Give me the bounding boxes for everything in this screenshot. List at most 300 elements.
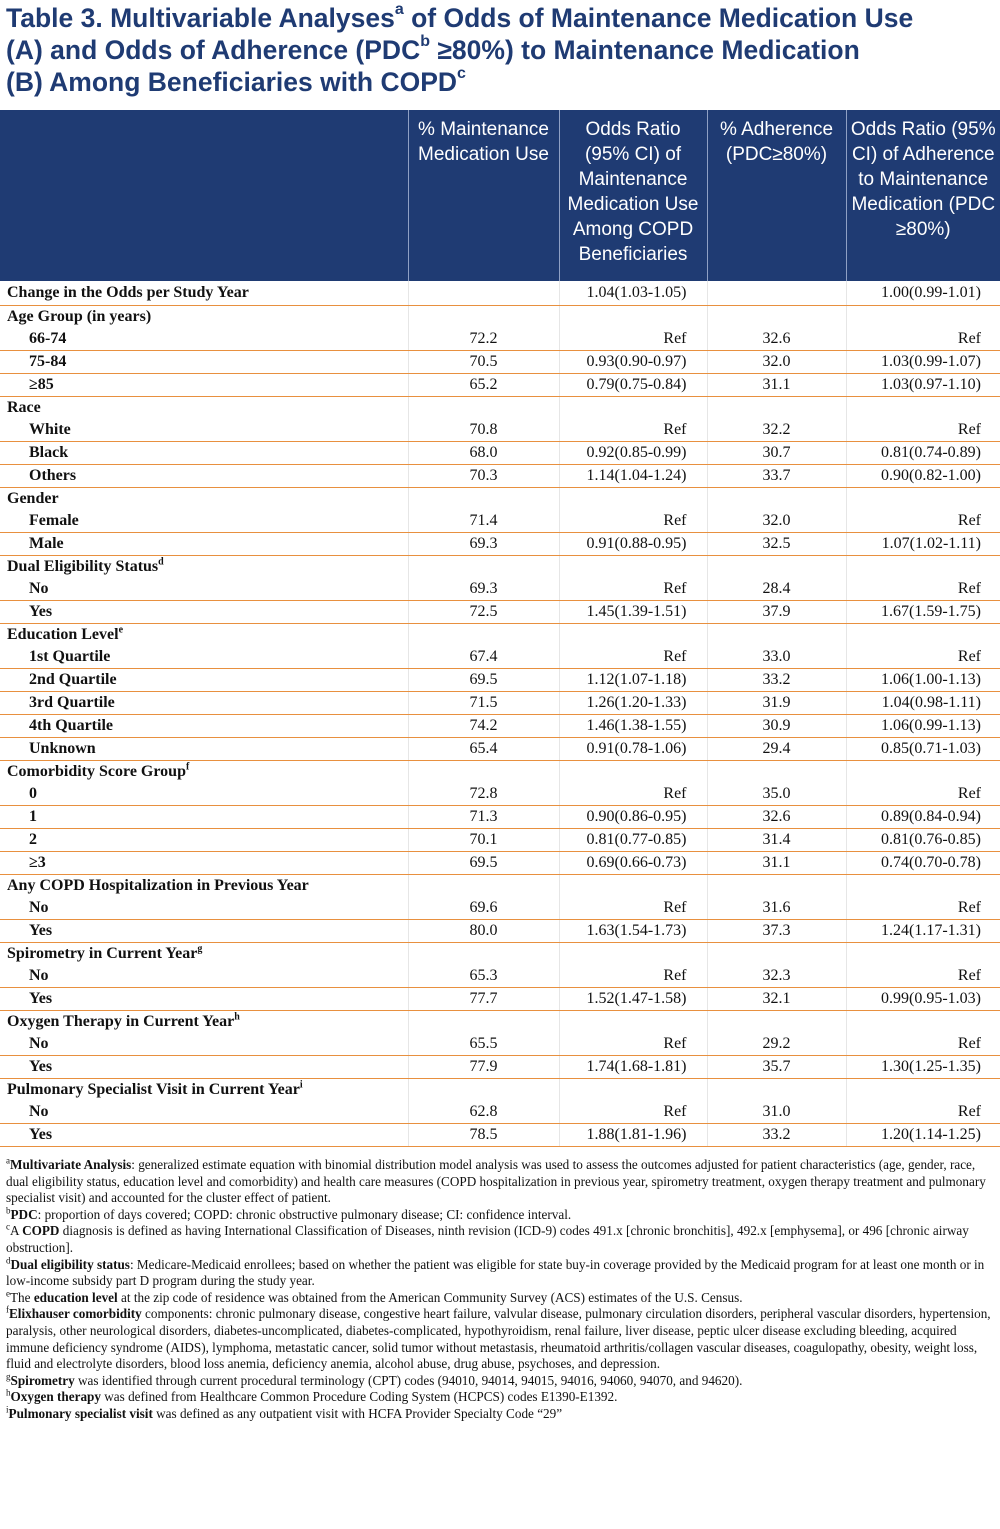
maintenance-use-cell [408,397,559,420]
footnote-term: Pulmonary specialist visit [8,1405,153,1421]
row-label-text: No [29,1103,49,1120]
maintenance-use-cell: 62.8 [408,1101,559,1124]
maintenance-use-cell: 68.0 [408,442,559,465]
adherence-cell [707,761,846,784]
row-label-text: Spirometry in Current Year [7,945,198,962]
odds-ratio-adherence-cell [846,397,1000,420]
row-label [0,829,408,852]
footnote-term: Spirometry [10,1372,75,1388]
footnote-marker: b [6,1205,11,1216]
footnote-term: Multivariate Analysis [10,1157,132,1172]
adherence-cell: 35.7 [707,1056,846,1079]
row-label-text: 4th Quartile [29,717,113,734]
footnote-term: COPD [22,1223,60,1239]
footnote-marker: h [234,1011,240,1023]
odds-ratio-adherence-cell: Ref [846,328,1000,351]
maintenance-use-cell: 71.3 [408,806,559,829]
footnote-text: : Medicare-Medicaid enrollees; based on whether the patient was eligible for state buy-in coverage provided by the Medicaid program for at least one month or in low-income subsidy part D program during the study year. [6,1256,985,1289]
adherence-cell: 31.1 [707,374,846,397]
row-label [0,1033,408,1056]
maintenance-use-cell: 70.3 [408,465,559,488]
adherence-cell: 33.7 [707,465,846,488]
footnote-b [6,1207,996,1224]
footnote-marker: d [158,556,164,568]
row-label-text: No [29,580,49,597]
odds-ratio-use-cell: 0.93(0.90-0.97) [559,351,707,374]
section-row [0,1011,1000,1034]
footnote-text: diagnosis is defined as having International Classification of Diseases, ninth revision (ICD-9) codes 491.x [chronic bronchitis], 492.x [emphysema], or 496 [chronic airway obstruction]. [6,1223,969,1255]
row-label [0,351,408,374]
adherence-cell [707,624,846,647]
footnote-a [6,1157,996,1207]
header-odds-ratio-adherence: Odds Ratio (95% CI) of Adherence to Maintenance Medication (PDC ≥80%) [846,110,1000,281]
maintenance-use-cell [408,306,559,329]
odds-ratio-adherence-cell [846,761,1000,784]
odds-ratio-use-cell: Ref [559,897,707,920]
adherence-cell [707,306,846,329]
footnote-term: Dual eligibility status [10,1256,130,1272]
row-label-text: Comorbidity Score Group [7,763,186,780]
row-label [0,1056,408,1079]
odds-ratio-use-cell: 1.52(1.47-1.58) [559,988,707,1011]
row-label-text: Yes [29,922,53,939]
table-row [0,692,1000,715]
row-label-text: Oxygen Therapy in Current Year [7,1013,235,1030]
maintenance-use-cell: 69.6 [408,897,559,920]
row-label-text: White [29,421,71,438]
row-label [0,783,408,806]
maintenance-use-cell: 80.0 [408,920,559,943]
odds-ratio-use-cell: 0.91(0.88-0.95) [559,533,707,556]
row-label-text: Dual Eligibility Status [7,558,159,575]
odds-ratio-use-cell [559,624,707,647]
adherence-cell: 29.2 [707,1033,846,1056]
odds-ratio-adherence-cell [846,488,1000,511]
table-row [0,328,1000,351]
odds-ratio-use-cell [559,1011,707,1034]
row-label-text: Unknown [29,740,96,757]
row-label [0,692,408,715]
adherence-cell [707,281,846,306]
odds-ratio-adherence-cell: Ref [846,1033,1000,1056]
odds-ratio-adherence-cell: 0.89(0.84-0.94) [846,806,1000,829]
row-label-text: Yes [29,1126,53,1143]
header-maintenance-use: % Maintenance Medication Use [408,110,559,281]
row-label [0,669,408,692]
odds-ratio-use-cell: 1.26(1.20-1.33) [559,692,707,715]
odds-ratio-use-cell: 1.63(1.54-1.73) [559,920,707,943]
maintenance-use-cell: 70.5 [408,351,559,374]
odds-ratio-use-cell: 0.81(0.77-0.85) [559,829,707,852]
odds-ratio-adherence-cell [846,306,1000,329]
table-row [0,374,1000,397]
row-label-text: 3rd Quartile [29,694,115,711]
maintenance-use-cell [408,624,559,647]
header-odds-ratio-use: Odds Ratio (95% CI) of Maintenance Medication Use Among COPD Beneficiaries [559,110,707,281]
odds-ratio-adherence-cell: Ref [846,419,1000,442]
table-row [0,578,1000,601]
maintenance-use-cell: 70.1 [408,829,559,852]
section-row [0,306,1000,329]
row-label [0,374,408,397]
adherence-cell [707,1079,846,1102]
adherence-cell: 29.4 [707,738,846,761]
row-label [0,875,408,898]
row-label [0,897,408,920]
odds-ratio-use-cell [559,1079,707,1102]
row-label [0,738,408,761]
adherence-cell [707,875,846,898]
row-label [0,1124,408,1147]
odds-ratio-use-cell: Ref [559,965,707,988]
section-row [0,1079,1000,1102]
table-row [0,465,1000,488]
header-label-column [0,110,408,281]
table-row [0,510,1000,533]
maintenance-use-cell: 70.8 [408,419,559,442]
maintenance-use-cell [408,488,559,511]
maintenance-use-cell: 78.5 [408,1124,559,1147]
footnote-marker: f [185,761,190,773]
row-label-text: 2nd Quartile [29,671,117,688]
adherence-cell [707,943,846,966]
row-label [0,646,408,669]
footnote-marker: e [118,624,124,636]
adherence-cell: 32.2 [707,419,846,442]
row-label-text: Pulmonary Specialist Visit in Current Year [7,1081,300,1098]
row-label [0,624,408,647]
odds-ratio-adherence-cell [846,875,1000,898]
footnote-text: at the zip code of residence was obtained from the American Community Survey (ACS) estimates of the U.S. Census. [117,1289,743,1305]
table-row [0,965,1000,988]
odds-ratio-use-cell: 0.79(0.75-0.84) [559,374,707,397]
row-label-text: Age Group (in years) [7,308,152,325]
odds-ratio-adherence-cell: Ref [846,578,1000,601]
odds-ratio-adherence-cell: 0.81(0.76-0.85) [846,829,1000,852]
maintenance-use-cell: 77.9 [408,1056,559,1079]
table-row [0,669,1000,692]
row-label-text: ≥3 [29,854,46,871]
odds-ratio-use-cell: 1.45(1.39-1.51) [559,601,707,624]
title-text: (A) and Odds of Adherence (PDC [6,35,421,65]
odds-ratio-use-cell [559,397,707,420]
maintenance-use-cell [408,875,559,898]
footnote-f [6,1306,996,1372]
adherence-cell: 31.4 [707,829,846,852]
odds-ratio-use-cell: 1.74(1.68-1.81) [559,1056,707,1079]
row-label [0,419,408,442]
table-header [0,110,1000,281]
odds-ratio-use-cell [559,943,707,966]
maintenance-use-cell: 65.2 [408,374,559,397]
row-label [0,328,408,351]
row-label-text: 1 [29,808,37,825]
odds-ratio-adherence-cell: 1.06(1.00-1.13) [846,669,1000,692]
footnote-term: Elixhauser comorbidity [9,1306,142,1322]
adherence-cell: 32.6 [707,806,846,829]
table-row [0,783,1000,806]
row-label-text: No [29,967,49,984]
section-row [0,875,1000,898]
odds-ratio-use-cell [559,488,707,511]
odds-ratio-adherence-cell [846,624,1000,647]
maintenance-use-cell: 69.5 [408,669,559,692]
table-row [0,442,1000,465]
table-row [0,715,1000,738]
table-row [0,1056,1000,1079]
row-label [0,556,408,579]
odds-ratio-use-cell: 1.88(1.81-1.96) [559,1124,707,1147]
odds-ratio-adherence-cell: 0.74(0.70-0.78) [846,852,1000,875]
adherence-cell: 37.9 [707,601,846,624]
row-label-text: ≥85 [29,376,54,393]
footnote-i [6,1406,996,1423]
adherence-cell: 32.0 [707,351,846,374]
table-row [0,419,1000,442]
row-label-text: Yes [29,990,53,1007]
footnote-marker: a [6,1155,10,1166]
odds-ratio-adherence-cell [846,556,1000,579]
row-label-text: 1st Quartile [29,648,111,665]
odds-ratio-use-cell: 1.46(1.38-1.55) [559,715,707,738]
title-superscript: c [457,65,466,83]
row-label-text: Gender [7,490,59,507]
adherence-cell: 31.1 [707,852,846,875]
adherence-cell [707,1011,846,1034]
title-text: of Odds of Maintenance Medication Use [403,3,914,33]
footnote-d [6,1257,996,1290]
footnote-text: was defined as any outpatient visit with HCFA Provider Specialty Code “29” [152,1405,563,1421]
odds-ratio-adherence-cell: 1.07(1.02-1.11) [846,533,1000,556]
maintenance-use-cell: 65.4 [408,738,559,761]
table-row [0,1124,1000,1147]
adherence-cell [707,556,846,579]
maintenance-use-cell: 65.3 [408,965,559,988]
footnote-text: components: chronic pulmonary disease, congestive heart failure, valvular disease, pulmonary circulation disorders, peripheral vascular disorders, hypertension, paralysis, other neurological disorders, diabetes-uncomplicated, diabetes-complicated, hypothyroidism, renal failure, liver disease, peptic ulcer disease excluding bleeding, acquired immune deficiency syndrome (AIDS), lymphoma, metastatic cancer, solid tumor without metastasis, rheumatoid arthritis/collagen vascular diseases, coagulopathy, obesity, weight loss, fluid and electrolyte disorders, blood loss anemia, deficiency anemia, alcohol abuse, drug abuse, psychoses, and depression. [6,1306,991,1372]
maintenance-use-cell [408,281,559,306]
row-label [0,761,408,784]
footnotes [6,1157,996,1423]
footnote-g [6,1373,996,1390]
row-label [0,397,408,420]
footnote-marker: g [6,1371,11,1382]
row-label-text: Female [29,512,79,529]
table-row [0,351,1000,374]
row-label-text: Any COPD Hospitalization in Previous Year [7,877,309,894]
section-row [0,488,1000,511]
adherence-cell: 37.3 [707,920,846,943]
maintenance-use-cell: 69.5 [408,852,559,875]
odds-ratio-adherence-cell: 1.03(0.97-1.10) [846,374,1000,397]
footnote-term: education level [33,1289,118,1305]
section-row [0,761,1000,784]
footnote-term: Oxygen therapy [10,1389,101,1405]
maintenance-use-cell: 72.8 [408,783,559,806]
odds-ratio-use-cell: Ref [559,510,707,533]
odds-ratio-use-cell: 0.92(0.85-0.99) [559,442,707,465]
odds-ratio-adherence-cell: Ref [846,897,1000,920]
row-label [0,806,408,829]
maintenance-use-cell: 72.2 [408,328,559,351]
section-row [0,624,1000,647]
row-label [0,488,408,511]
row-label [0,533,408,556]
odds-ratio-adherence-cell: 0.85(0.71-1.03) [846,738,1000,761]
table-row [0,852,1000,875]
table-row [0,920,1000,943]
footnote-marker: e [6,1288,10,1299]
table-row [0,897,1000,920]
row-label-text: 0 [29,785,37,802]
odds-ratio-use-cell: 1.12(1.07-1.18) [559,669,707,692]
title-text: (B) Among Beneficiaries with COPD [6,67,458,97]
row-label [0,578,408,601]
row-label-text: Black [29,444,69,461]
odds-ratio-adherence-cell: 1.67(1.59-1.75) [846,601,1000,624]
odds-ratio-use-cell: Ref [559,419,707,442]
maintenance-use-cell [408,943,559,966]
adherence-cell: 32.3 [707,965,846,988]
footnote-prefix: The [10,1289,34,1305]
row-label [0,442,408,465]
adherence-cell: 28.4 [707,578,846,601]
maintenance-use-cell: 71.5 [408,692,559,715]
row-label-text: Yes [29,1058,53,1075]
adherence-cell: 30.9 [707,715,846,738]
maintenance-use-cell [408,761,559,784]
row-label [0,943,408,966]
odds-ratio-adherence-cell: 1.24(1.17-1.31) [846,920,1000,943]
odds-ratio-use-cell: 0.91(0.78-1.06) [559,738,707,761]
table-row [0,601,1000,624]
adherence-cell: 33.2 [707,669,846,692]
adherence-cell: 31.6 [707,897,846,920]
footnote-h [6,1389,996,1406]
maintenance-use-cell: 72.5 [408,601,559,624]
odds-ratio-use-cell: Ref [559,1101,707,1124]
odds-ratio-adherence-cell: 1.20(1.14-1.25) [846,1124,1000,1147]
footnote-marker: i [299,1079,303,1091]
footnote-prefix: A [10,1223,23,1239]
title-superscript: a [394,1,404,19]
adherence-cell: 31.0 [707,1101,846,1124]
maintenance-use-cell: 74.2 [408,715,559,738]
odds-ratio-use-cell: Ref [559,328,707,351]
footnote-marker: h [6,1387,11,1398]
row-label [0,852,408,875]
row-label [0,510,408,533]
adherence-cell: 33.2 [707,1124,846,1147]
table-row [0,988,1000,1011]
odds-ratio-adherence-cell: 1.03(0.99-1.07) [846,351,1000,374]
row-label [0,715,408,738]
footnote-marker: f [6,1304,9,1315]
footnote-marker: c [6,1221,10,1232]
adherence-cell: 32.5 [707,533,846,556]
row-label-text: No [29,899,49,916]
row-label-text: 75-84 [29,353,67,370]
odds-ratio-adherence-cell: Ref [846,1101,1000,1124]
maintenance-use-cell: 67.4 [408,646,559,669]
results-table [0,110,1000,1147]
row-label [0,965,408,988]
odds-ratio-adherence-cell [846,1011,1000,1034]
footnote-text: was identified through current procedural terminology (CPT) codes (94010, 94014, 94015, 94016, 94060, 94070, and 94620). [74,1372,743,1388]
odds-ratio-use-cell [559,306,707,329]
maintenance-use-cell [408,556,559,579]
row-label-text: 2 [29,831,37,848]
maintenance-use-cell: 69.3 [408,533,559,556]
odds-ratio-use-cell: Ref [559,578,707,601]
row-label [0,465,408,488]
title-text: ≥80%) to Maintenance Medication [430,35,860,65]
adherence-cell: 35.0 [707,783,846,806]
table-row [0,1033,1000,1056]
table-row [0,1101,1000,1124]
maintenance-use-cell: 77.7 [408,988,559,1011]
adherence-cell: 30.7 [707,442,846,465]
odds-ratio-adherence-cell: Ref [846,510,1000,533]
odds-ratio-adherence-cell: 1.30(1.25-1.35) [846,1056,1000,1079]
footnote-text: : proportion of days covered; COPD: chronic obstructive pulmonary disease; CI: confidence interval. [37,1206,572,1222]
odds-ratio-use-cell: 1.14(1.04-1.24) [559,465,707,488]
odds-ratio-use-cell: Ref [559,1033,707,1056]
maintenance-use-cell: 71.4 [408,510,559,533]
footnote-term: PDC [10,1206,38,1222]
odds-ratio-adherence-cell: 0.90(0.82-1.00) [846,465,1000,488]
row-label [0,988,408,1011]
section-row [0,943,1000,966]
row-label-text: No [29,1035,49,1052]
odds-ratio-adherence-cell: 0.99(0.95-1.03) [846,988,1000,1011]
row-label [0,281,408,306]
odds-ratio-adherence-cell: 1.06(0.99-1.13) [846,715,1000,738]
footnote-marker: i [6,1404,9,1415]
odds-ratio-use-cell: 0.69(0.66-0.73) [559,852,707,875]
footnote-e [6,1290,996,1307]
row-label-text: Change in the Odds per Study Year [7,284,249,301]
section-row [0,397,1000,420]
title-text: Table 3. Multivariable Analyses [6,3,395,33]
row-label [0,1101,408,1124]
row-label-text: Male [29,535,64,552]
table-body [0,281,1000,1147]
odds-ratio-adherence-cell [846,943,1000,966]
adherence-cell [707,488,846,511]
adherence-cell: 31.9 [707,692,846,715]
odds-ratio-adherence-cell: 1.04(0.98-1.11) [846,692,1000,715]
row-label-text: Education Level [7,626,119,643]
odds-ratio-use-cell: 0.90(0.86-0.95) [559,806,707,829]
maintenance-use-cell: 69.3 [408,578,559,601]
row-label [0,601,408,624]
adherence-cell [707,397,846,420]
header-adherence: % Adherence (PDC≥80%) [707,110,846,281]
odds-ratio-adherence-cell: 1.00(0.99-1.01) [846,281,1000,306]
footnote-marker: d [6,1255,11,1266]
footnote-text: : generalized estimate equation with binomial distribution model analysis was used to assess the outcomes adjusted for patient characteristics (age, gender, race, dual eligibility status, education level and comorbidity) and health care measures (COPD hospitalization in previous year, spirometry treatment, oxygen therapy treatment and pulmonary specialist visit) and accounted for the cluster effect of patient. [6,1157,986,1206]
row-label-text: Race [7,399,41,416]
odds-ratio-use-cell [559,556,707,579]
section-row [0,281,1000,306]
maintenance-use-cell [408,1011,559,1034]
row-label-text: Yes [29,603,53,620]
odds-ratio-adherence-cell: Ref [846,783,1000,806]
table-row [0,738,1000,761]
row-label [0,306,408,329]
adherence-cell: 33.0 [707,646,846,669]
row-label-text: Others [29,467,77,484]
